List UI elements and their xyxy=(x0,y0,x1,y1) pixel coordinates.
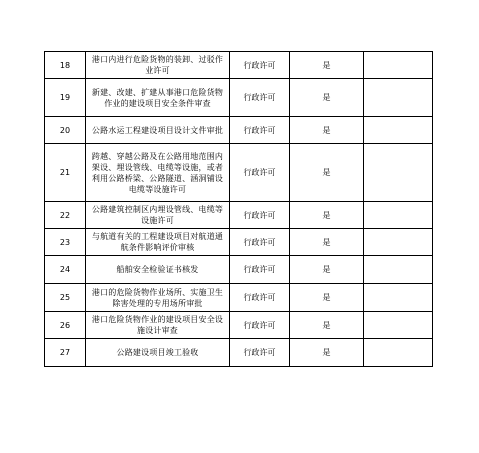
item-flag: 是 xyxy=(290,202,364,229)
item-type: 行政许可 xyxy=(230,256,290,284)
item-type: 行政许可 xyxy=(230,284,290,312)
item-name: 公路建筑控制区内埋设管线、电缆等设施许可 xyxy=(86,202,230,229)
table-row xyxy=(45,312,433,339)
item-type: 行政许可 xyxy=(230,52,290,79)
item-type: 行政许可 xyxy=(230,202,290,229)
empty-cell xyxy=(364,339,433,367)
item-flag: 是 xyxy=(290,312,364,339)
item-type: 行政许可 xyxy=(230,312,290,339)
row-number: 25 xyxy=(45,284,86,312)
item-name: 港口内进行危险货物的装卸、过驳作业许可 xyxy=(86,52,230,79)
row-number: 24 xyxy=(45,256,86,284)
item-flag: 是 xyxy=(290,79,364,117)
item-type: 行政许可 xyxy=(230,117,290,144)
row-number: 21 xyxy=(45,144,86,202)
table-row xyxy=(45,339,433,367)
table-row xyxy=(45,284,433,312)
table-row xyxy=(45,229,433,256)
table-row xyxy=(45,117,433,144)
empty-cell xyxy=(364,312,433,339)
empty-cell xyxy=(364,202,433,229)
item-flag: 是 xyxy=(290,256,364,284)
empty-cell xyxy=(364,229,433,256)
empty-cell xyxy=(364,144,433,202)
item-name: 与航道有关的工程建设项目对航道通航条件影响评价审核 xyxy=(86,229,230,256)
item-flag: 是 xyxy=(290,229,364,256)
item-name: 跨越、穿越公路及在公路用地范围内架设、埋设管线、电缆等设施，或者利用公路桥梁、公路隧道、涵洞铺设电缆等设施许可 xyxy=(86,144,230,202)
row-number: 18 xyxy=(45,52,86,79)
item-type: 行政许可 xyxy=(230,144,290,202)
row-number: 23 xyxy=(45,229,86,256)
item-flag: 是 xyxy=(290,52,364,79)
table-row xyxy=(45,79,433,117)
item-name: 船舶安全检验证书核发 xyxy=(86,256,230,284)
item-name: 港口危险货物作业的建设项目安全设施设计审查 xyxy=(86,312,230,339)
empty-cell xyxy=(364,284,433,312)
item-name: 新建、改建、扩建从事港口危险货物作业的建设项目安全条件审查 xyxy=(86,79,230,117)
item-flag: 是 xyxy=(290,284,364,312)
table-row xyxy=(45,202,433,229)
empty-cell xyxy=(364,117,433,144)
table-row xyxy=(45,144,433,202)
row-number: 27 xyxy=(45,339,86,367)
items-table xyxy=(44,51,433,367)
table-row xyxy=(45,52,433,79)
item-name: 公路建设项目竣工验收 xyxy=(86,339,230,367)
item-type: 行政许可 xyxy=(230,229,290,256)
table-row xyxy=(45,256,433,284)
item-flag: 是 xyxy=(290,117,364,144)
row-number: 19 xyxy=(45,79,86,117)
item-type: 行政许可 xyxy=(230,79,290,117)
item-name: 公路水运工程建设项目设计文件审批 xyxy=(86,117,230,144)
item-type: 行政许可 xyxy=(230,339,290,367)
row-number: 26 xyxy=(45,312,86,339)
item-name: 港口的危险货物作业场所、实施卫生除害处理的专用场所审批 xyxy=(86,284,230,312)
empty-cell xyxy=(364,256,433,284)
empty-cell xyxy=(364,79,433,117)
row-number: 22 xyxy=(45,202,86,229)
empty-cell xyxy=(364,52,433,79)
row-number: 20 xyxy=(45,117,86,144)
item-flag: 是 xyxy=(290,339,364,367)
item-flag: 是 xyxy=(290,144,364,202)
